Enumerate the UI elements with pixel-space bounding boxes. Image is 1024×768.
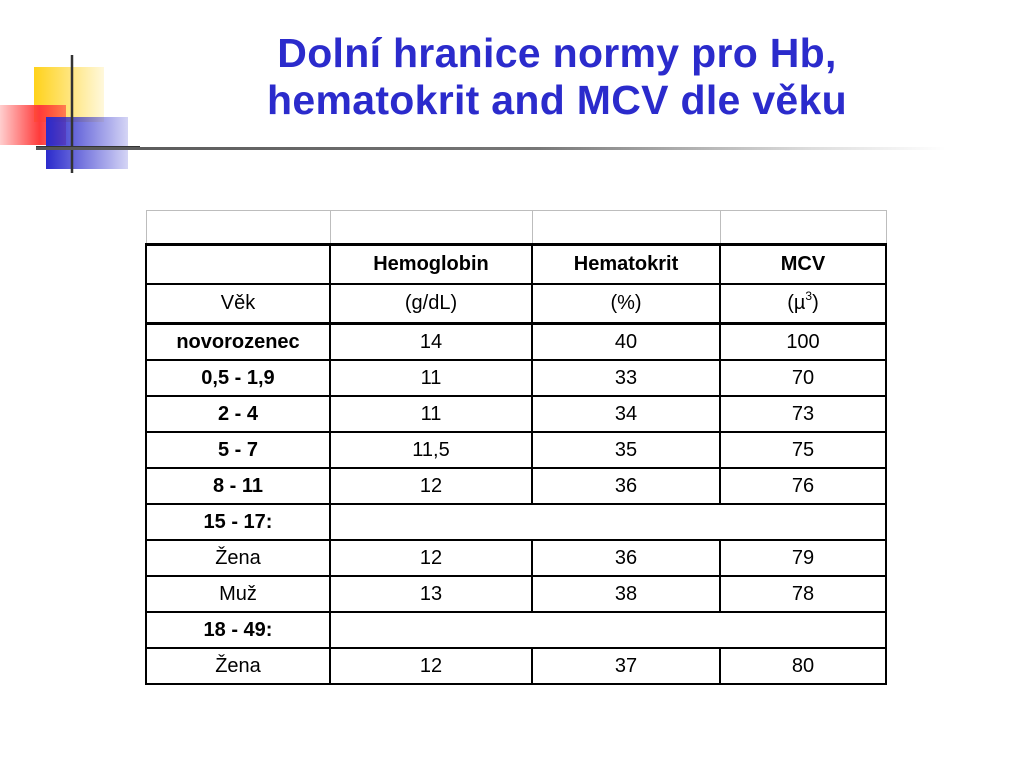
hematokrit-cell: 36 bbox=[532, 468, 720, 504]
hematokrit-cell: 40 bbox=[532, 324, 720, 361]
hematokrit-cell: 37 bbox=[532, 648, 720, 684]
hematokrit-cell: 36 bbox=[532, 540, 720, 576]
hematokrit-cell: 38 bbox=[532, 576, 720, 612]
hemoglobin-cell: 11 bbox=[330, 396, 532, 432]
hemoglobin-cell: 13 bbox=[330, 576, 532, 612]
header-cell-mcv: MCV bbox=[720, 245, 886, 285]
age-cell: Žena bbox=[146, 540, 330, 576]
units-cell-mcv bbox=[720, 284, 886, 324]
age-group-cell: 18 - 49: bbox=[146, 612, 330, 648]
mcv-cell: 75 bbox=[720, 432, 886, 468]
table-group-row bbox=[146, 504, 886, 540]
mcv-cell: 100 bbox=[720, 324, 886, 361]
mcv-cell: 70 bbox=[720, 360, 886, 396]
units-mcv-exponent: 3 bbox=[805, 289, 813, 303]
hemoglobin-cell: 14 bbox=[330, 324, 532, 361]
mcv-cell: 79 bbox=[720, 540, 886, 576]
hemoglobin-cell: 11 bbox=[330, 360, 532, 396]
header-cell-hematokrit: Hematokrit bbox=[532, 245, 720, 285]
table-row bbox=[146, 396, 886, 432]
empty-cell bbox=[532, 211, 720, 245]
age-group-cell: 15 - 17: bbox=[146, 504, 330, 540]
empty-cell bbox=[720, 211, 886, 245]
slide-title-line-1: Dolní hranice normy pro Hb, bbox=[277, 30, 837, 76]
table-row bbox=[146, 648, 886, 684]
mcv-cell: 76 bbox=[720, 468, 886, 504]
hematokrit-cell: 35 bbox=[532, 432, 720, 468]
age-cell: Žena bbox=[146, 648, 330, 684]
age-cell: 8 - 11 bbox=[146, 468, 330, 504]
hematokrit-cell: 34 bbox=[532, 396, 720, 432]
hemoglobin-cell: 11,5 bbox=[330, 432, 532, 468]
hemoglobin-cell: 12 bbox=[330, 540, 532, 576]
table-row bbox=[146, 468, 886, 504]
age-cell: novorozenec bbox=[146, 324, 330, 361]
units-cell-hemoglobin: (g/dL) bbox=[330, 284, 532, 324]
merged-empty-cell bbox=[330, 612, 886, 648]
age-cell: 0,5 - 1,9 bbox=[146, 360, 330, 396]
table-row bbox=[146, 540, 886, 576]
slide-title bbox=[150, 30, 964, 124]
age-cell: 5 - 7 bbox=[146, 432, 330, 468]
logo-blue-square bbox=[46, 117, 128, 169]
hemoglobin-cell: 12 bbox=[330, 648, 532, 684]
table-header-row bbox=[146, 245, 886, 285]
age-cell: 2 - 4 bbox=[146, 396, 330, 432]
header-cell-age bbox=[146, 245, 330, 285]
empty-cell bbox=[146, 211, 330, 245]
table-row bbox=[146, 360, 886, 396]
mcv-cell: 80 bbox=[720, 648, 886, 684]
units-mcv-prefix: (µ bbox=[787, 292, 806, 314]
table-row bbox=[146, 576, 886, 612]
mcv-cell: 73 bbox=[720, 396, 886, 432]
slide-title-line-2: hematokrit and MCV dle věku bbox=[267, 77, 847, 123]
table-row bbox=[146, 324, 886, 361]
slide-logo-graphic bbox=[0, 55, 140, 175]
merged-empty-cell bbox=[330, 504, 886, 540]
mcv-cell: 78 bbox=[720, 576, 886, 612]
table-empty-row bbox=[146, 211, 886, 245]
table-row bbox=[146, 432, 886, 468]
title-underline-rule bbox=[36, 147, 946, 150]
empty-cell bbox=[330, 211, 532, 245]
units-cell-age: Věk bbox=[146, 284, 330, 324]
hemoglobin-cell: 12 bbox=[330, 468, 532, 504]
hematokrit-cell: 33 bbox=[532, 360, 720, 396]
table-group-row bbox=[146, 612, 886, 648]
hematology-norms-table bbox=[145, 210, 887, 685]
units-cell-hematokrit: (%) bbox=[532, 284, 720, 324]
header-cell-hemoglobin: Hemoglobin bbox=[330, 245, 532, 285]
age-cell: Muž bbox=[146, 576, 330, 612]
units-mcv-suffix: ) bbox=[812, 292, 819, 314]
table-units-row bbox=[146, 284, 886, 324]
